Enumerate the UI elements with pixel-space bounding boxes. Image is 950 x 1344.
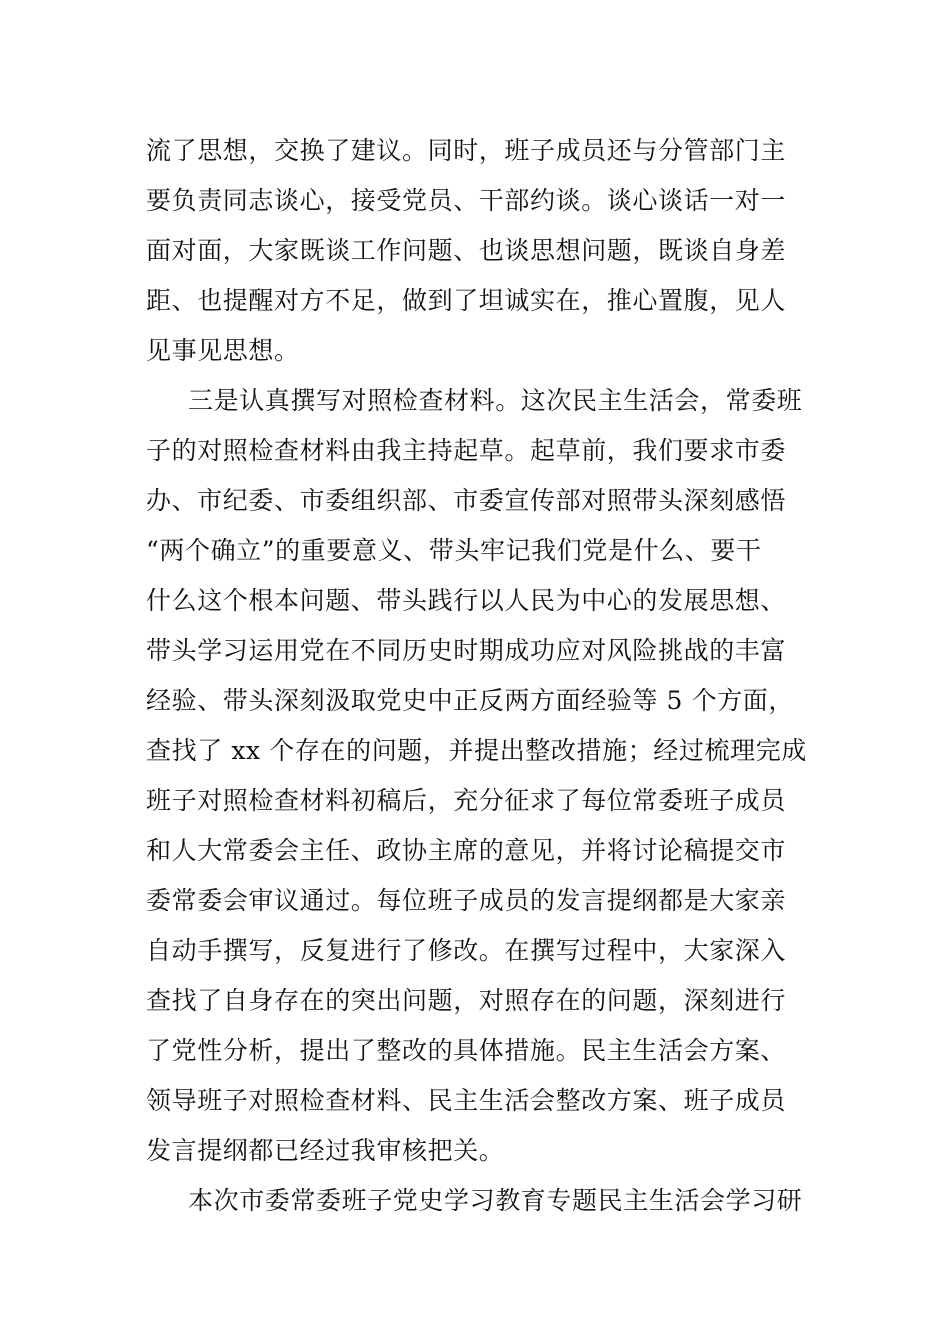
text-line: 三是认真撰写对照检查材料。这次民主生活会，常委班 <box>188 386 803 415</box>
text-line: 什么这个根本问题、带头践行以人民为中心的发展思想、 <box>146 586 787 615</box>
text-line: 本次市委常委班子党史学习教育专题民主生活会学习研 <box>188 1186 803 1215</box>
text-line: 发言提纲都已经过我审核把关。 <box>146 1136 505 1165</box>
text-line: 经验、带头深刻汲取党史中正反两方面经验等 5 个方面， <box>146 686 795 715</box>
text-line: 见事见思想。 <box>146 336 300 365</box>
text-line: 了党性分析，提出了整改的具体措施。民主生活会方案、 <box>146 1036 787 1065</box>
text-line: 委常委会审议通过。每位班子成员的发言提纲都是大家亲 <box>146 886 787 915</box>
text-line: 距、也提醒对方不足，做到了坦诚实在，推心置腹，见人 <box>146 286 787 315</box>
text-line: 和人大常委会主任、政协主席的意见，并将讨论稿提交市 <box>146 836 787 865</box>
text-line: “两个确立”的重要意义、带头牢记我们党是什么、要干 <box>146 536 762 565</box>
text-line: 要负责同志谈心，接受党员、干部约谈。谈心谈话一对一 <box>146 186 787 215</box>
text-line: 带头学习运用党在不同历史时期成功应对风险挑战的丰富 <box>146 636 787 665</box>
text-line: 流了思想，交换了建议。同时，班子成员还与分管部门主 <box>146 136 787 165</box>
text-line: 班子对照检查材料初稿后，充分征求了每位常委班子成员 <box>146 786 787 815</box>
text-line: 领导班子对照检查材料、民主生活会整改方案、班子成员 <box>146 1086 787 1115</box>
text-line: 查找了 xx 个存在的问题，并提出整改措施；经过梳理完成 <box>146 736 807 765</box>
text-line: 办、市纪委、市委组织部、市委宣传部对照带头深刻感悟 <box>146 486 787 515</box>
text-line: 子的对照检查材料由我主持起草。起草前，我们要求市委 <box>146 436 787 465</box>
text-line: 查找了自身存在的突出问题，对照存在的问题，深刻进行 <box>146 986 787 1015</box>
text-line: 面对面，大家既谈工作问题、也谈思想问题，既谈自身差 <box>146 236 787 265</box>
text-line: 自动手撰写，反复进行了修改。在撰写过程中，大家深入 <box>146 936 787 965</box>
